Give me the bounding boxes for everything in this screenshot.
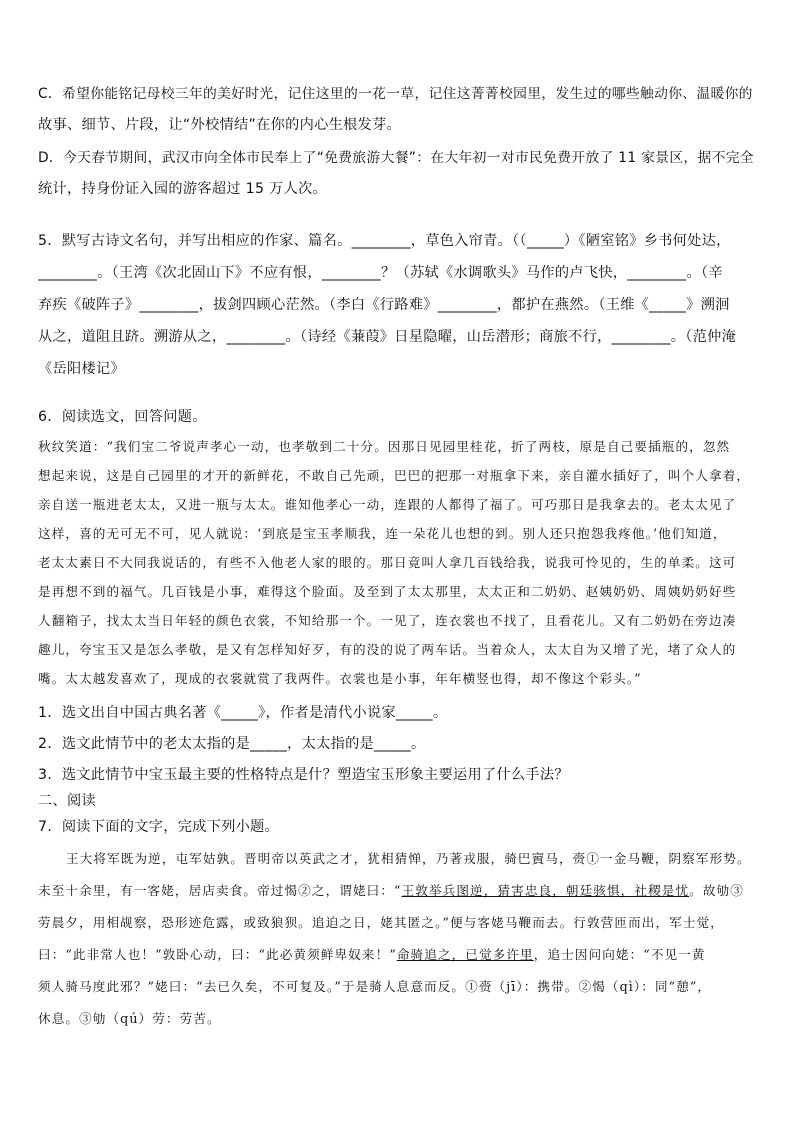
passage-6-line-2: 想起来说，这是自己园里的才开的新鲜花，不敢自己先顽，巴巴的把那一对瓶拿下来，亲自灌水插好了，叫个人拿着， (38, 468, 751, 483)
underlined-sentence-2: 命骑追之，已觉多许里 (396, 947, 534, 962)
question-6-title: 6．阅读选文，回答问题。 (38, 409, 207, 425)
passage-6-line-3: 亲自送一瓶进老太太，又进一瓶与太太。谁知他孝心一动，连跟的人都得了福了。可巧那日是我拿去的。老太太见了 (38, 497, 737, 512)
passage-7-line-1: 王大将军既为逆，屯军姑孰。晋明帝以英武之才，犹相猜惮，乃著戎服，骑巴賨马，赍①一金马鞭，阴察军形势。 (66, 851, 751, 866)
passage-6-line-4: 这样，喜的无可无不可，见人就说：‘到底是宝玉孝顺我，连一朵花儿也想的到。别人还只抱怨我疼他。’他们知道， (38, 526, 727, 541)
option-c-line-1: C．希望你能铭记母校三年的美好时光，记住这里的一花一草，记住这菁菁校园里，发生过的哪些触动你、温暖你的 (38, 86, 753, 102)
section-heading-reading: 二、阅读 (38, 793, 96, 809)
passage-6-line-5: 老太太素日不大同我说话的，有些不入他老人家的眼的。那日竟叫人拿几百钱给我，说我可怜见的，生的单柔。这可 (38, 555, 737, 570)
passage-7-line-2 (38, 880, 758, 899)
passage-7-line-3: 劳晨夕，用相觇察，恐形迹危露，或致狼狈。追迫之日，姥其匿之。”便与客姥马鞭而去。行敦营匝而出，军士觉， (38, 915, 724, 930)
question-5-line-2: ________。（王湾《次北固山下》不应有恨，________？（苏轼《水调歌头》马作的卢飞快，________。（辛 (38, 265, 723, 281)
option-d-line-2: 统计，持身份证入园的游客超过 15 万人次。 (38, 181, 328, 197)
passage-7-text: ，追士因问向姥：“不见一黄 (533, 947, 706, 962)
passage-6-line-1: 秋纹笑道：“我们宝二爷说声孝心一动，也孝敬到二十分。因那日见园里桂花，折了两枝，原是自己要插瓶的，忽然 (38, 439, 731, 454)
passage-7-line-5: 须人骑马度此邪？”姥曰：“去已久矣，不可复及。”于是骑人息意而反。①赍（jī）：携带。②愒（qì）：同“憩”， (38, 979, 712, 994)
question-6-sub-3: 3．选文此情节中宝玉最主要的性格特点是什？塑造宝玉形象主要运用了什么手法？ (38, 767, 569, 783)
underlined-sentence-1: 王敦举兵图逆，猜害忠良，朝廷骇惧，社稷是忧 (401, 883, 690, 898)
passage-7-text: 。故劬③ (689, 883, 744, 898)
passage-7-line-6: 休息。③劬（qú）劳：劳苦。 (38, 1011, 221, 1026)
option-c-line-2: 故事、细节、片段，让“外校情结”在你的内心生根发芽。 (38, 117, 402, 133)
passage-6-line-7: 人翻箱子，找太太当日年轻的颜色衣裳，不知给那一个。一见了，连衣裳也不找了，且看花儿。又有二奶奶在旁边凑 (38, 613, 737, 628)
option-d-line-1: D．今天春节期间，武汉市向全体市民奉上了“免费旅游大餐”：在大年初一对市民免费开放了 11 家景区，据不完全 (38, 150, 754, 166)
question-6-sub-2: 2．选文此情节中的老太太指的是_____，太太指的是_____。 (38, 736, 426, 752)
question-5-line-3: 弃疾《破阵子》________，拔剑四顾心茫然。（李白《行路难》________，都护在燕然。（王维《_____》溯洄 (38, 297, 730, 313)
question-5-line-5: 《岳阳楼记》 (38, 361, 125, 377)
question-5-line-1: 5．默写古诗文名句，并写出相应的作家、篇名。________，草色入帘青。（（_____）《陋室铭》乡书何处达， (38, 233, 731, 249)
passage-6-line-6: 是再想不到的福气。几百钱是小事，难得这个脸面。及至到了太太那里，太太正和二奶奶、赵姨奶奶、周姨奶奶好些 (38, 584, 737, 599)
passage-7-text: 未至十余里，有一客姥，居店卖食。帝过愒②之，谓姥曰：“ (38, 883, 402, 898)
question-7-title: 7．阅读下面的文字，完成下列小题。 (38, 819, 280, 835)
passage-7-line-4 (38, 944, 758, 963)
passage-7-text: 曰：“此非常人也！”敦卧心动，曰：“此必黄须鲜卑奴来！” (38, 947, 397, 962)
passage-6-line-9: 嘴。太太越发喜欢了，现成的衣裳就赏了我两件。衣裳也是小事，年年横竖也得，却不像这个彩头。” (38, 671, 642, 686)
question-6-sub-1: 1．选文出自中国古典名著《_____》，作者是清代小说家_____。 (38, 705, 448, 721)
passage-6-line-8: 趣儿，夸宝玉又是怎么孝敬，是又有怎样知好歹，有的没的说了两车话。当着众人，太太自为又增了光，堵了众人的 (38, 642, 737, 657)
question-5-line-4: 从之，道阻且跻。溯游从之，________。（诗经《蒹葭》日星隐曜，山岳潜形；商旅不行，________。（范仲淹 (38, 329, 737, 345)
